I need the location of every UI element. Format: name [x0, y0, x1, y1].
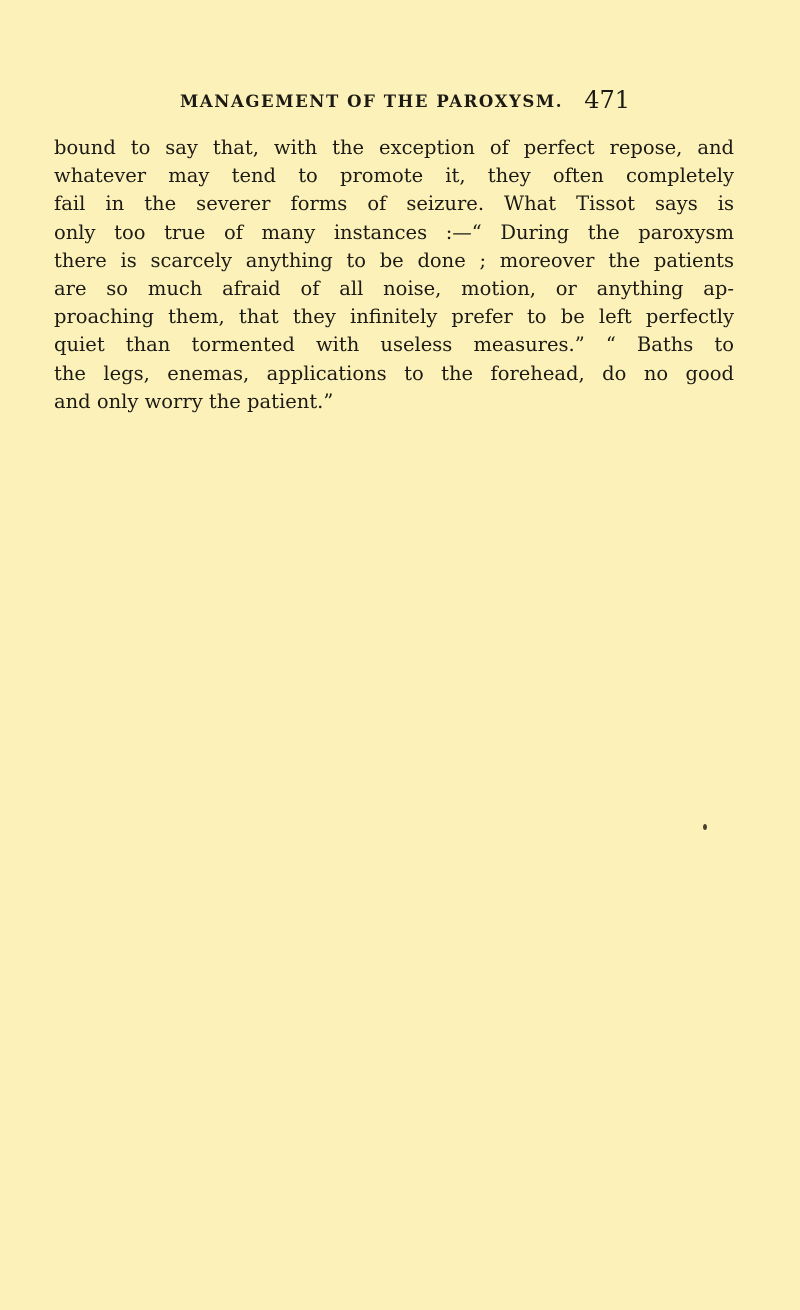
- page-number: 471: [584, 86, 630, 114]
- ink-speck: [703, 824, 707, 830]
- text-line: quiet than tormented with useless measures.” “ Baths to: [54, 333, 734, 357]
- running-title: MANAGEMENT OF THE PAROXYSM.: [180, 92, 564, 111]
- text-line: there is scarcely anything to be done ; moreover the patients: [54, 248, 734, 272]
- text-line: are so much afraid of all noise, motion, or anything ap-: [54, 276, 734, 300]
- text-line: proaching them, that they infinitely prefer to be left perfectly: [54, 305, 734, 329]
- body-paragraph: [54, 134, 734, 416]
- text-line: bound to say that, with the exception of perfect repose, and: [54, 136, 734, 159]
- text-line: the legs, enemas, applications to the forehead, do no good: [54, 361, 734, 385]
- text-line: only too true of many instances :—“ During the paroxysm: [54, 220, 734, 244]
- text-line: fail in the severer forms of seizure. What Tissot says is: [54, 192, 734, 216]
- text-line: whatever may tend to promote it, they often completely: [54, 164, 734, 188]
- running-head: [180, 86, 630, 116]
- text-line: and only worry the patient.”: [54, 389, 334, 413]
